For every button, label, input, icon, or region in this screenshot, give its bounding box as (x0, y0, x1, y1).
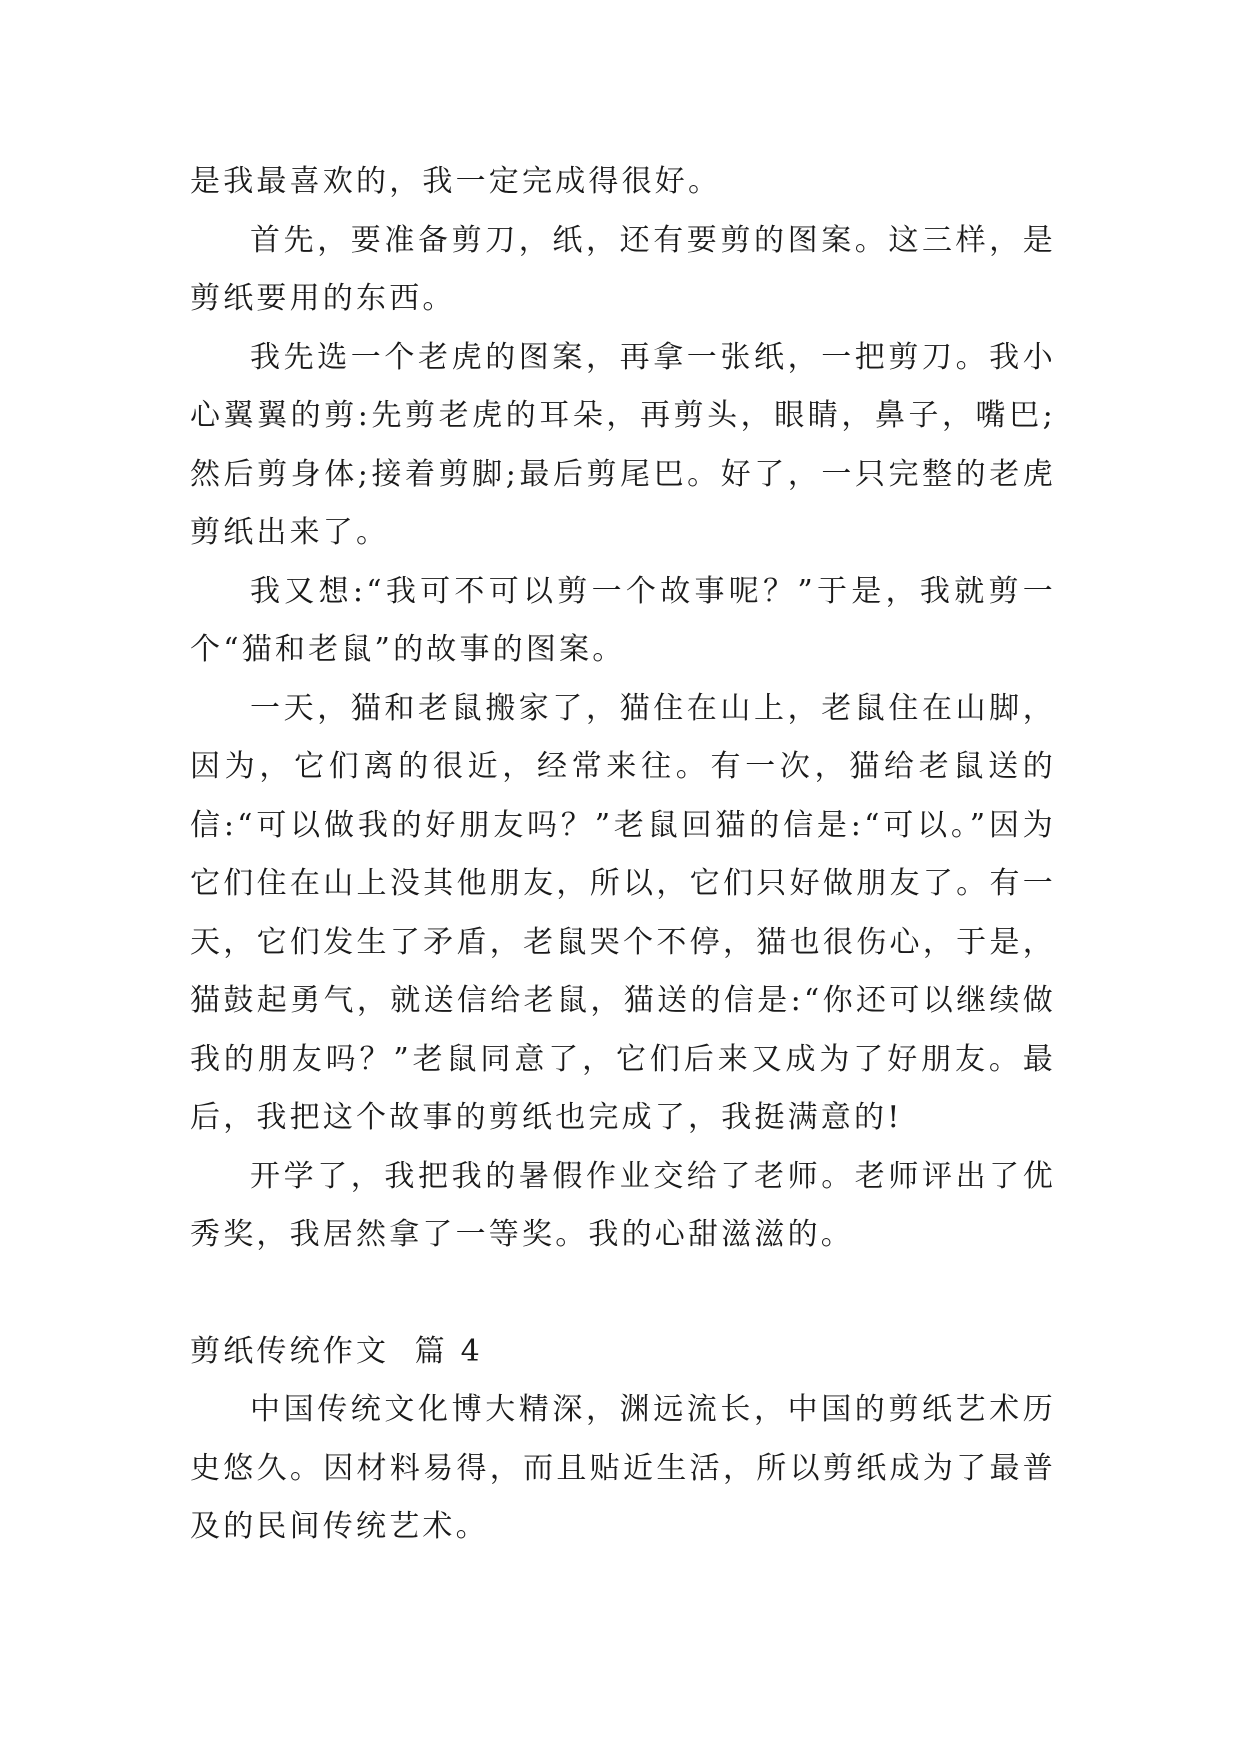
paragraph: 中国传统文化博大精深，渊远流长，中国的剪纸艺术历史悠久。因材料易得，而且贴近生活，所以剪纸成为了最普及的民间传统艺术。 (190, 1392, 1056, 1544)
paragraph: 首先，要准备剪刀，纸，还有要剪的图案。这三样，是剪纸要用的东西。 (190, 222, 1056, 316)
paragraph: 我又想:“我可不可以剪一个故事呢？”于是，我就剪一个“猫和老鼠”的故事的图案。 (190, 573, 1056, 667)
section-heading: 剪纸传统作文 篇 4 (190, 1333, 483, 1369)
paragraph: 一天，猫和老鼠搬家了，猫住在山上，老鼠住在山脚，因为，它们离的很近，经常来往。有一次，猫给老鼠送的信:“可以做我的好朋友吗？”老鼠回猫的信是:“可以。”因为它们住在山上没其他朋友，所以，它们只好做朋友了。有一天，它们发生了矛盾，老鼠哭个不停，猫也很伤心，于是，猫鼓起勇气，就送信给老鼠，猫送的信是:“你还可以继续做我的朋友吗？”老鼠同意了，它们后来又成为了好朋友。最后，我把这个故事的剪纸也完成了，我挺满意的! (190, 690, 1056, 1135)
document-page (190, 153, 1056, 1557)
paragraph: 是我最喜欢的，我一定完成得很好。 (190, 164, 722, 199)
paragraph: 开学了，我把我的暑假作业交给了老师。老师评出了优秀奖，我居然拿了一等奖。我的心甜滋滋的。 (190, 1158, 1056, 1252)
paragraph: 我先选一个老虎的图案，再拿一张纸，一把剪刀。我小心翼翼的剪:先剪老虎的耳朵，再剪头，眼睛，鼻子，嘴巴;然后剪身体;接着剪脚;最后剪尾巴。好了，一只完整的老虎剪纸出来了。 (190, 339, 1056, 550)
